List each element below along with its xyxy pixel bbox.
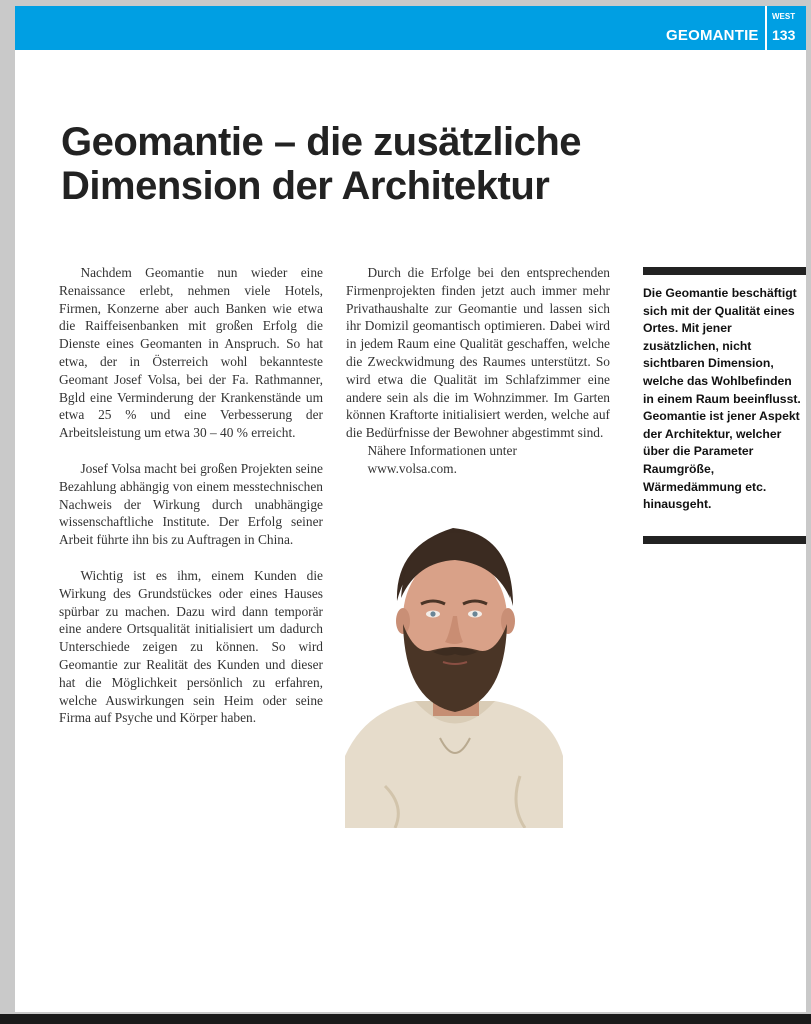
sidebar-pullquote: Die Geomantie beschäftigt sich mit der Qualität eines Ortes. Mit jener zusätzlichen, nicht sichtbaren Dimension, welche das Wohlbefinden in einem Raum beeinflusst. Geomantie ist jener Aspekt der Architektur, welcher über die Parameter Raumgröße, Wärmedämmung etc. hinausgeht.	[643, 286, 801, 512]
paragraph: Nachdem Geomantie nun wieder eine Renaissance erlebt, nehmen viele Hotels, Firmen, Konzerne aber auch Banken wie etwa die Raiffeisenbanken mit großen Erfolg die Dienste eines Geomanten in Anspruch. So hat etwa, der in Österreich wohl bekannteste Geomant Josef Volsa, bei der Fa. Rathmanner, Bgld eine Verminderung der Krankenstände um etwa 25 % und eine Verbesserung der Arbeitsleistung um etwa 30 – 40 % erreicht.	[59, 265, 323, 441]
viewer-bottom-bar	[0, 1014, 811, 1024]
page-number-box	[765, 6, 805, 50]
headline-line-1: Geomantie – die zusätzliche	[61, 120, 581, 164]
region-label: WEST	[772, 12, 796, 21]
page-number: 133	[772, 27, 796, 43]
website-link[interactable]: www.volsa.com.	[367, 460, 457, 476]
paragraph: Wichtig ist es ihm, einem Kunden die Wirkung des Grundstückes oder eines Hauses spürbar zu machen. Dazu wird dann temporär eine andere Ortsqualität initialisiert um dadurch Unterschiede zeigen zu können. So wird Geomantie zur Realität des Kunden und dieser hat die Möglichkeit persönlich zu erfahren, welche Auswirkungen sein Heim oder seine Firma auf Psyche und Körper haben.	[59, 567, 323, 726]
article-headline	[61, 120, 661, 208]
paragraph: Durch die Erfolge bei den entsprechenden Firmenprojekten finden jetzt auch immer mehr Privathaushalte zur Geomantie und lassen sich ihr Domizil geomantisch optimieren. Dabei wird in jedem Raum eine Qualität geschaffen, welche die Zweckwidmung des Raumes unterstützt. So wird etwa die Qualität im Schlafzimmer eine andere sein als die im Wohnzimmer. Im Garten können Kraftorte initialisiert werden, welche auf die Bedürfnisse der Bewohner abgestimmt sind.	[346, 265, 610, 441]
headline-line-2: Dimension der Architektur	[61, 164, 550, 208]
sidebar-top-rule	[643, 267, 806, 275]
portrait-illustration	[345, 506, 563, 828]
article-column-1	[59, 264, 323, 727]
portrait-photo	[345, 506, 563, 828]
article-column-2	[346, 264, 610, 478]
sidebar-bottom-rule	[643, 536, 806, 544]
contact-line: Nähere Informationen unter	[367, 442, 517, 458]
paragraph: Josef Volsa macht bei großen Projekten seine Bezahlung abhängig von einem messtechnischen Nachweis der Wirkung durch unabhängige wissenschaftliche Institute. Der Erfolg seiner Arbeit führte ihn bis zu Auftragen in China.	[59, 460, 323, 548]
section-title: GEOMANTIE	[666, 27, 759, 44]
